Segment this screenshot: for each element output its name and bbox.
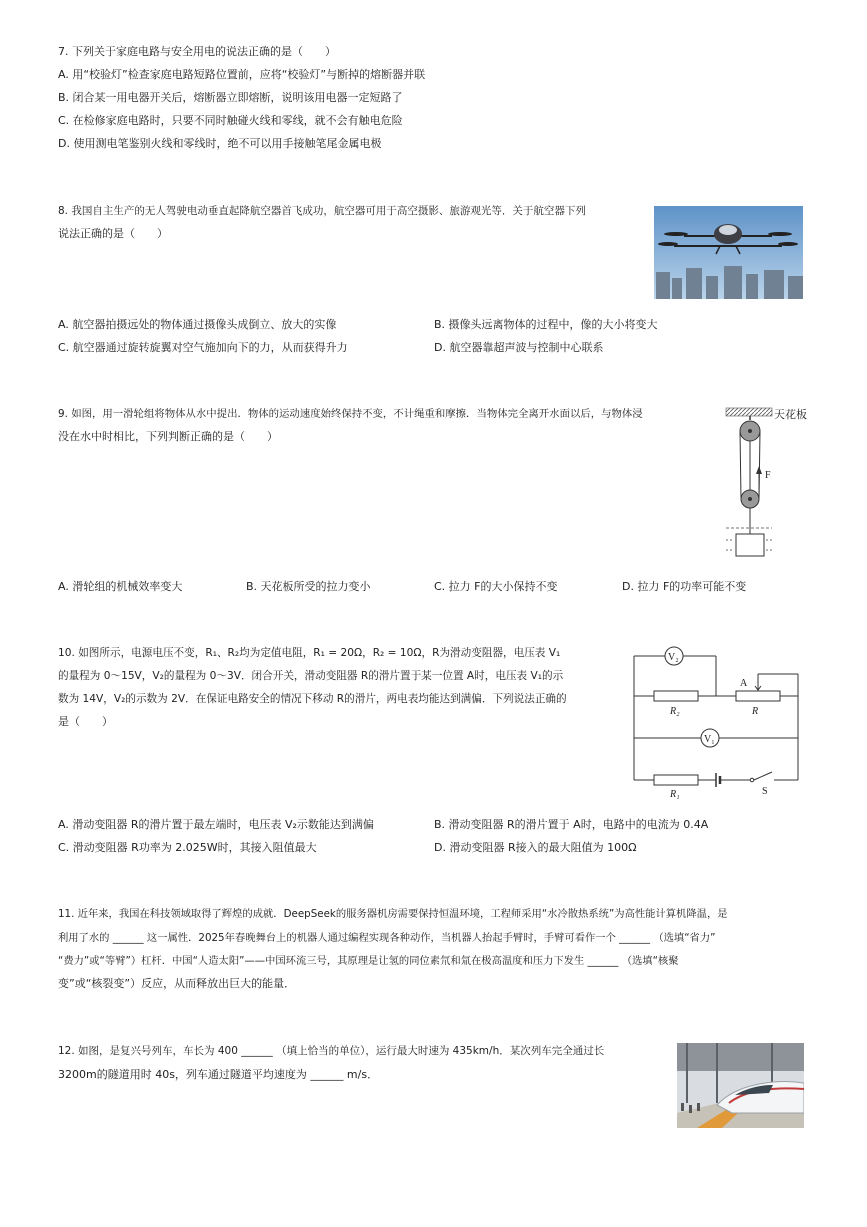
- q11-line4: 变”或“核裂变”）反应，从而释放出巨大的能量．: [58, 977, 296, 990]
- ceiling-label: 天花板: [774, 409, 807, 421]
- r-label: R: [752, 706, 759, 717]
- q9-option-c: C. 拉力 F的大小保持不变: [434, 580, 558, 593]
- q11-line2: 利用了水的 ______ 这一属性．2025年春晚舞台上的机器人通过编程实现各种动作，当机器人抬起手臂时，手臂可看作一个 ______ （选填“省力”: [58, 932, 716, 944]
- q12-line2: 3200m的隧道用时 40s，列车通过隧道平均速度为 ______ m/s．: [58, 1068, 379, 1081]
- q9-stem-line2: 没在水中时相比，下列判断正确的是（ ）: [58, 430, 278, 443]
- q8-option-b: B. 摄像头远离物体的过程中，像的大小将变大: [434, 318, 658, 331]
- q8-option-d: D. 航空器靠超声波与控制中心联系: [434, 341, 604, 354]
- pulley-figure: [722, 404, 807, 562]
- r2-label: R₂: [670, 706, 680, 717]
- q10-option-c: C. 滑动变阻器 R功率为 2.025W时，其接入阻值最大: [58, 841, 317, 854]
- q7-stem: 7. 下列关于家庭电路与安全用电的说法正确的是（ ）: [58, 45, 336, 58]
- r1-label: R₁: [670, 789, 680, 800]
- q12-line1: 12. 如图，是复兴号列车，车长为 400 ______ （填上恰当的单位），运行最大时速为 435km/h．某次列车完全通过长: [58, 1045, 605, 1057]
- q8-stem-line1: 8. 我国自主生产的无人驾驶电动垂直起降航空器首飞成功，航空器可用于高空摄影、旅游观光等．关于航空器下列: [58, 205, 586, 217]
- train-photo: [677, 1043, 804, 1128]
- q7-option-d: D. 使用测电笔鉴别火线和零线时，绝不可以用手接触笔尾金属电极: [58, 137, 382, 150]
- q10-option-b: B. 滑动变阻器 R的滑片置于 A时，电路中的电流为 0.4A: [434, 818, 709, 831]
- q9-option-a: A. 滑轮组的机械效率变大: [58, 580, 183, 593]
- q8-option-a: A. 航空器拍摄远处的物体通过摄像头成倒立、放大的实像: [58, 318, 337, 331]
- q10-stem-line4: 是（ ）: [58, 715, 113, 728]
- q10-option-a: A. 滑动变阻器 R的滑片置于最左端时，电压表 V₂示数能达到满偏: [58, 818, 374, 831]
- q9-option-d: D. 拉力 F的功率可能不变: [622, 580, 747, 593]
- force-label: F: [765, 470, 771, 481]
- q9-stem-line1: 9. 如图，用一滑轮组将物体从水中提出．物体的运动速度始终保持不变，不计绳重和摩擦．当物体完全离开水面以后，与物体浸: [58, 408, 643, 420]
- q10-option-d: D. 滑动变阻器 R接入的最大阻值为 100Ω: [434, 841, 637, 854]
- a-label: A: [740, 678, 748, 689]
- q10-stem-line2: 的量程为 0～15V，V₂的量程为 0～3V．闭合开关，滑动变阻器 R的滑片置于某一位置 A时，电压表 V₁的示: [58, 670, 564, 682]
- q9-option-b: B. 天花板所受的拉力变小: [246, 580, 371, 593]
- q11-line1: 11. 近年来，我国在科技领域取得了辉煌的成就．DeepSeek的服务器机房需要保持恒温环境，工程师采用“水冷散热系统”为高性能计算机降温，是: [58, 908, 728, 920]
- circuit-diagram: [628, 640, 808, 800]
- q7-option-c: C. 在检修家庭电路时，只要不同时触碰火线和零线，就不会有触电危险: [58, 114, 403, 127]
- q7-option-a: A. 用“校验灯”检查家庭电路短路位置前，应将“校验灯”与断掉的熔断器并联: [58, 68, 426, 81]
- q10-stem-line1: 10. 如图所示，电源电压不变，R₁、R₂均为定值电阻，R₁ = 20Ω，R₂ = 10Ω，R为滑动变阻器，电压表 V₁: [58, 647, 561, 659]
- v2-label: V₂: [668, 652, 679, 663]
- v1-label: V₁: [704, 734, 715, 745]
- aircraft-photo: [654, 206, 803, 299]
- q8-stem-line2: 说法正确的是（ ）: [58, 227, 168, 240]
- q10-stem-line3: 数为 14V，V₂的示数为 2V．在保证电路安全的情况下移动 R的滑片，两电表均能达到满偏．下列说法正确的: [58, 693, 567, 705]
- s-label: S: [762, 786, 768, 797]
- q7-option-b: B. 闭合某一用电器开关后，熔断器立即熔断，说明该用电器一定短路了: [58, 91, 403, 104]
- q8-option-c: C. 航空器通过旋转旋翼对空气施加向下的力，从而获得升力: [58, 341, 348, 354]
- q11-line3: “费力”或“等臂”）杠杆．中国“人造太阳”——中国环流三号，其原理是让氢的同位素氘和氚在极高温度和压力下发生 ______ （选填“核聚: [58, 955, 679, 967]
